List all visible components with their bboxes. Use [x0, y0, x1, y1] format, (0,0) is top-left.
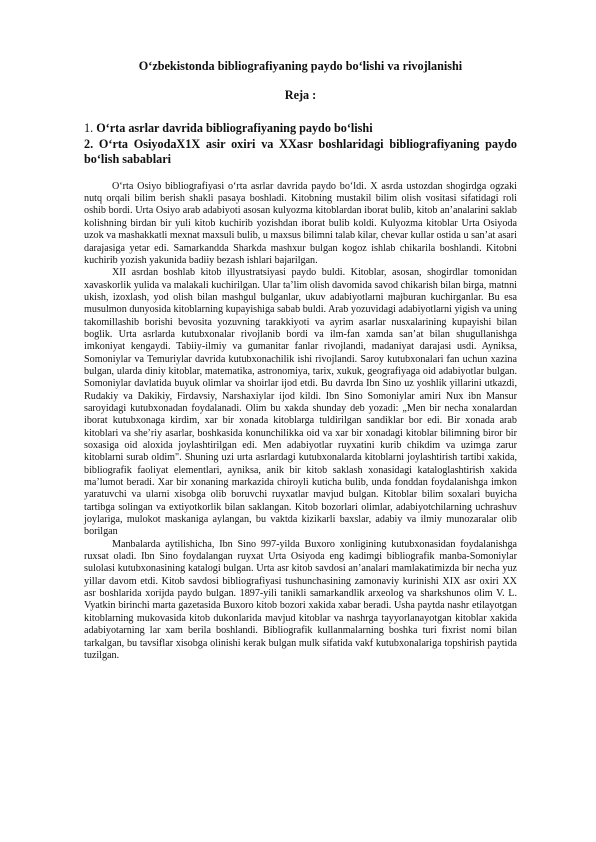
- outline-number: 2.: [84, 136, 94, 151]
- document-title: O‘zbekistonda bibliografiyaning paydo bo‘lishi va rivojlanishi: [138, 59, 463, 73]
- outline-item-1: [84, 121, 517, 137]
- outline-number: 1.: [84, 121, 94, 135]
- outline-list: [84, 121, 517, 168]
- outline-text: O‘rta OsiyodaX1X asir oxiri va XXasr boshlaridagi bibliografiyaning paydo bo‘lish sabablari: [84, 136, 517, 167]
- paragraph: O‘rta Osiyo bibliografiyasi o‘rta asrlar davrida paydo bo‘ldi. X asrda ustozdan shogirdga ogzaki nutq orqali bilim berish shakli pasaya boshladi. Kitobning mustakil bilim olish vositasi sifatidagi roli oshib bordi. Urta Osiyo arab adabiyoti asosan kulyozma kitoblardan iborat bulib, kitob an’analarini saklab kolishning birdan bir yuli kitob kuchirib yozishdan iborat bulib koldi. Kulyozma kitoblar Urta Osiyoda uzok va mashakkatli mexnat maxsuli bulib, u maxsus bilimni talab kilar, chevar kullar ostida u san’at asari darajasiga yetar edi. Samarkandda Sharkda mashxur bulgan kogoz ishlab chikarila boshlandi. Kitobni kuchirib yozish yakunida badiiy bezash ishlari bajarilgan.: [84, 180, 517, 266]
- plan-heading: Reja :: [284, 88, 317, 102]
- paragraph: Manbalarda aytilishicha, Ibn Sino 997-yilda Buxoro xonligining kutubxonasidan foydalanishga ruxsat oladi. Ibn Sino foydalangan ruyxat Urta Osiyoda eng kadimgi bibliografik manba-Somoniylar sulolasi kutubxonasining katalogi bulgan. Urta asr kitob savdosi an’analari mamlakatimizda bir necha yuz yillar davom etdi. Kitob savdosi bibliografiyasi tushunchasining zamonaviy kurinishi XIX asr oxiri XX asr boshlarida xorijda paydo bulgan. 1897-yili tanikli samarkandlik arxeolog va sharkshunos olim V. L. Vyatkin birinchi marta gazetasida Buxoro kitob bozori xakida xabar beradi. Usha paytda nashr etilayotgan kitoblarning mukovasida kitob dukonlarida mavjud kitoblar va nashrga tayyorlanayotgan kitoblar xakida adabiyotarning lar xam berila boshlandi. Bibliografik kullanmalarning boshka turi fixrist nomi bilan tarkalgan, bu tavsiflar xisobga olinishi kerak bulgan mulk sifatida vakf kutubxonalariga topshirish paytida tuzilgan.: [84, 538, 517, 661]
- outline-item-2: [84, 137, 517, 168]
- paragraph: XII asrdan boshlab kitob illyustratsiyasi paydo buldi. Kitoblar, asosan, shogirdlar tomonidan xavaskorlik yulida va malakali kuchirilgan. Ular ta’lim olish davomida savod chikarish bilan birga, matnni ukish, izoxlash, yod olish bilan mashgul bulganlar, ukuv adabiyotlarni majburan kuchirganlar. Bu esa musulmon dunyosida kitoblarning kupayishiga sabab buldi. Arab yozuvidagi adabiyotlarni yigish va uning takomillashib borishi bevosita yozuvning tarakkiyoti va ayrim asarlar nusxalarining kupayishi bilan boglik. Urta asrlarda kutubxonalar rivojlanib bordi va ilm-fan xamda san’at bilan shugullanishga imkoniyat kengaydi. Tabiiy-ilmiy va gumanitar fanlar rivojlandi, madaniyat darajasi usdi. Ayniksa, Somoniylar va Temuriylar davrida kutubxonachilik ishi rivojlandi. Saroy kutubxonalari fan uchun xazina bulgan, ularda diniy kitoblar, matematika, astronomiya, tarix, xukuk, geografiyaga oid adabiyotlar bulgan. Somoniylar davlatida buyuk olimlar va shoirlar ijod etdi. Bu davrda Ibn Sino uz yoshlik yillarini utkazdi, Rudakiy va Dakikiy, Firdavsiy, Narshaxiylar ijod kildi. Ibn Sino Somoniylar amiri Nux ibn Mansur saroyidagi kutubxonadan foydalanadi. Olim bu xakda shunday deb yozadi: „Men bir necha xonalardan iborat kutubxonaga kirdim, xar bir xonada kitoblarga tuldirilgan sandiklar bor edi. Bir xonada arab kitoblari va she’riy asarlar, boshkasida konunchilikka oid va xar bir xonadagi kitoblar bilimning biror bir soxasiga oid aloxida joylashtirilgan edi. Men adabiyotlar ruyxatini kurib chikdim va uzimga zarur kitoblarni surab oldim". Shuning uzi urta asrlardagi kutubxonalarda kitoblarni joylashtirish tartibi xakida, bibliografik faoliyat elementlari, ayniksa, anik bir kitob saklash xonasidagi kataloglashtirish xakida ma’lumot beradi. Xar bir xonaning markazida chiroyli kuticha bulib, unda fonddan foydalanishga imkon yaratuvchi va ularni xisobga olib boruvchi ruyxatlar mavjud bulgan. Kitoblar bilim soxalari buyicha tartibga solingan va extiyotkorlik bilan saklangan. Kitob bozorlari olimlar, adabiyotchilarning uchrashuv joylariga, mulokot maskaniga aylangan, bu vaktda kizikarli baxslar, adabiy va ilmiy munozaralar olib borilgan: [84, 267, 517, 538]
- body-text: [84, 181, 517, 662]
- outline-text: O‘rta asrlar davrida bibliografiyaning paydo bo‘lishi: [96, 121, 373, 135]
